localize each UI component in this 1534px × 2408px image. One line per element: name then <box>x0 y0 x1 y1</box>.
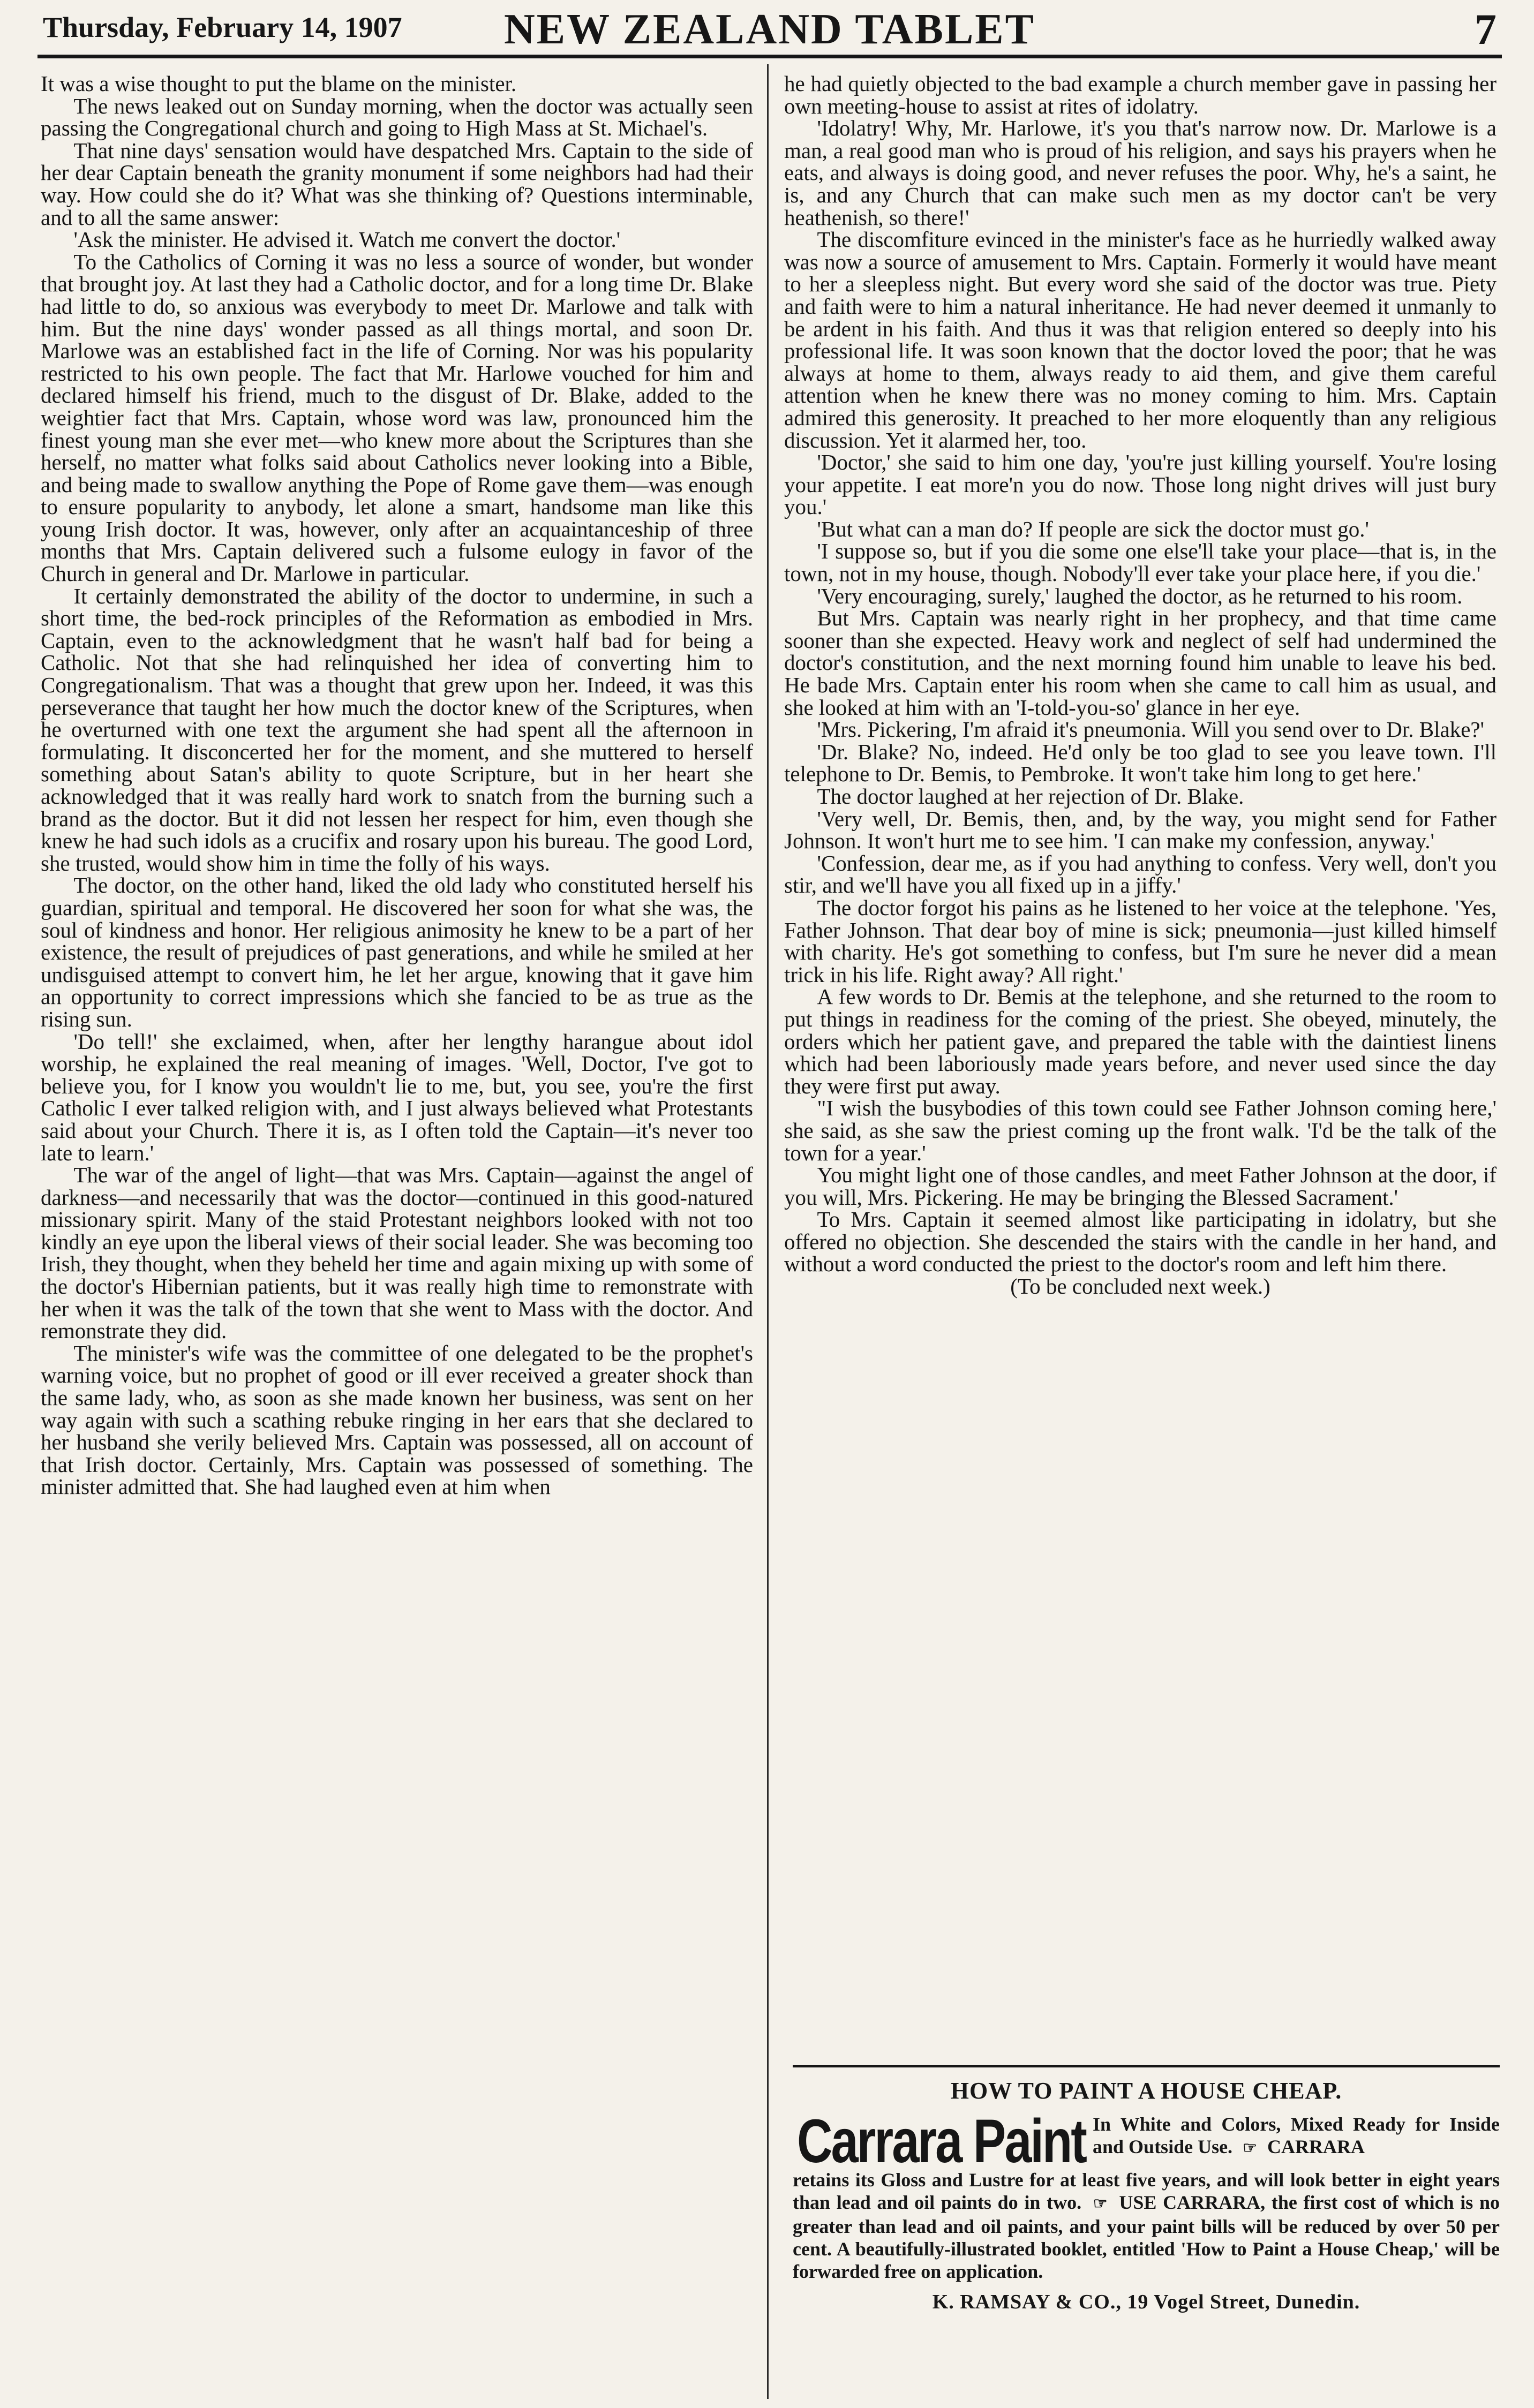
paint-advertisement <box>793 2065 1500 2398</box>
paragraph: 'Do tell!' she exclaimed, when, after her lengthy harangue about idol worship, he explained the real meaning of images. 'Well, Doctor, I've got to believe you, for I know you wouldn't lie to me, but, you see, you're the first Catholic I ever talked religion with, and I just always believed what Protestants said about your Church. There it is, as I often told the Captain—it's never too late to learn.' <box>41 1029 753 1165</box>
paragraph: 'Ask the minister. He advised it. Watch me convert the doctor.' <box>73 227 621 252</box>
paragraph: The doctor laughed at her rejection of Dr. Blake. <box>817 784 1244 809</box>
paragraph: he had quietly objected to the bad example a church member gave in passing her own meeting-house to assist at rites of idolatry. <box>784 71 1497 118</box>
paragraph: 'Idolatry! Why, Mr. Harlowe, it's you that's narrow now. Dr. Marlowe is a man, a real good man who is proud of his religion, and says his prayers when he eats, and always is doing good, and never refuses the poor. Why, he's a saint, he is, and any Church that can make such men as my doctor can't be very heathenish, so there!' <box>784 116 1497 230</box>
newspaper-title: NEW ZEALAND TABLET <box>503 6 1036 53</box>
left-column <box>41 73 753 1498</box>
paragraph: That nine days' sensation would have despatched Mrs. Captain to the side of her dear Captain beneath the granity monument if some neighbors had had their way. How could she do it? What was she thinking of? Questions interminable, and to all the same answer: <box>41 138 753 230</box>
paragraph: The news leaked out on Sunday morning, when the doctor was actually seen passing the Congregational church and going to High Mass at St. Michael's. <box>41 93 753 141</box>
ad-tagline: In White and Colors, Mixed Ready for Inside and Outside Use. <box>1093 2113 1500 2157</box>
right-column <box>784 73 1497 1298</box>
paragraph: It certainly demonstrated the ability of the doctor to undermine, in such a short time, the bed-rock principles of the Reformation as embodied in Mrs. Captain, even to the acknowledgment that he wasn't half bad for being a Catholic. Not that she had relinquished her idea of converting him to Congregationalism. That was a thought that grew upon her. Indeed, it was this perseverance that taught her how much the doctor knew of the Scriptures, when he overturned with one text the argument she had spent all the afternoon in formulating. It disconcerted her for the moment, and she muttered to herself something about Satan's ability to quote Scripture, but in her heart she acknowledged that it was really hard work to snatch from the burning such a brand as the doctor. But it did not lessen her respect for him, even though she knew he had such idols as a crucifix and rosary upon his bureau. The good Lord, she trusted, would show him in time the folly of his ways. <box>41 583 753 875</box>
ad-tagline-emphasis: CARRARA <box>1267 2136 1365 2157</box>
paragraph: 'But what can a man do? If people are sick the doctor must go.' <box>817 516 1369 541</box>
issue-date: Thursday, February 14, 1907 <box>43 11 402 43</box>
concluded-note: (To be concluded next week.) <box>1010 1274 1270 1299</box>
ad-body <box>793 2169 1500 2283</box>
paragraph: The minister's wife was the committee of one delegated to be the prophet's warning voice, but no prophet of good or ill ever received a greater shock than the same lady, who, as soon as she made known her business, was sent on her way again with such a scathing rebuke ringing in her ears that she declared to her husband she verily believed Mrs. Captain was possessed, all on account of that Irish doctor. Certainly, Mrs. Captain was possessed of something. The minister admitted that. She had laughed even at him when <box>41 1340 753 1499</box>
paragraph: 'Confession, dear me, as if you had anything to confess. Very well, don't you stir, and we'll have you all fixed up in a jiffy.' <box>784 850 1497 898</box>
paragraph: The doctor, on the other hand, liked the old lady who constituted herself his guardian, spiritual and temporal. He discovered her soon for what she was, the soul of kindness and honor. Her religious animosity he knew to be a part of her existence, the result of prejudices of past generations, and while he smiled at her undisguised attempt to convert him, he let her argue, knowing that it gave him an opportunity to correct impressions which she fancied to be as true as the rising sun. <box>41 873 753 1031</box>
column-divider <box>767 64 769 2399</box>
page-number: 7 <box>1475 5 1497 54</box>
paragraph: The doctor forgot his pains as he listened to her voice at the telephone. 'Yes, Father Johnson. That dear boy of mine is sick; pneumonia—just killed himself with charity. He's got something to confess, but I'm sure he never did a mean trick in his life. Right away? All right.' <box>784 895 1497 987</box>
paragraph: 'Very encouraging, surely,' laughed the doctor, as he returned to his room. <box>817 583 1463 608</box>
paragraph: 'Dr. Blake? No, indeed. He'd only be too glad to see you leave town. I'll telephone to Dr. Bemis, to Pembroke. It won't take him long to get here.' <box>784 739 1497 787</box>
pointing-hand-icon: ☞ <box>1093 2195 1108 2213</box>
ad-brand-row <box>793 2107 1500 2176</box>
paragraph: A few words to Dr. Bemis at the telephone, and she returned to the room to put things in readiness for the coming of the priest. She obeyed, minutely, the orders which her patient gave, and prepared the table with the daintiest linens which had been laboriously made years before, and never used since the day they were first put away. <box>784 984 1497 1098</box>
paragraph: To the Catholics of Corning it was no less a source of wonder, but wonder that brought joy. At last they had a Catholic doctor, and for a long time Dr. Blake had little to do, so anxious was everybody to meet Dr. Marlowe and talk with him. But the nine days' wonder passed as all things mortal, and soon Dr. Marlowe was an established fact in the life of Corning. Nor was his popularity restricted to his own people. The fact that Mr. Harlowe vouched for him and declared himself his friend, much to the disgust of Dr. Blake, added to the weightier fact that Mrs. Captain, whose word was law, pronounced him the finest young man she ever met—who knew more about the Scriptures than she herself, no matter what folks said about Catholics never looking into a Bible, and being made to swallow anything the Pope of Rome gave them—was enough to ensure popularity to anybody, let alone a smart, handsome man like this young Irish doctor. It was, however, only after an acquaintanceship of three months that Mrs. Captain delivered such a fulsome eulogy in favor of the Church in general and Dr. Marlowe in particular. <box>41 249 753 586</box>
pointing-hand-icon: ☞ <box>1243 2139 1257 2157</box>
ad-body-part-1: retains its Gloss and Lustre for at least five years, and will look better in eight years than lead and oil paints do in two. <box>793 2169 1500 2213</box>
masthead <box>37 7 1502 58</box>
paragraph: 'Mrs. Pickering, I'm afraid it's pneumonia. Will you send over to Dr. Blake?' <box>817 717 1485 742</box>
paragraph: It was a wise thought to put the blame on the minister. <box>41 71 517 96</box>
ad-tagline-block <box>1093 2113 1500 2160</box>
paragraph: The discomfiture evinced in the minister's face as he hurriedly walked away was now a source of amusement to Mrs. Captain. Formerly it would have meant to her a sleepless night. But every word she said of the doctor was true. Piety and faith were to him a natural inheritance. He had never deemed it unmanly to be ardent in his faith. And thus it was that religion entered so deeply into his professional life. It was soon known that the doctor loved the poor; that he was always at home to them, always ready to aid them, and give them careful attention when he knew there was no money coming to him. Mrs. Captain admired this generosity. It preached to her more eloquently than any religious discussion. Yet it alarmed her, too. <box>784 227 1497 452</box>
paragraph: 'Doctor,' she said to him one day, 'you're just killing yourself. You're losing your appetite. I eat more'n you do now. Those long night drives will just bury you.' <box>784 450 1497 519</box>
ad-body-emphasis: USE CARRARA, <box>1119 2192 1266 2213</box>
ad-body-part-2: the first cost of which is no greater than lead and oil paints, and your paint bills will be reduced by over 50 per cent. A beautifully-illustrated booklet, entitled 'How to Paint a House Cheap,' will be forwarded free on application. <box>793 2192 1500 2282</box>
paragraph: The war of the angel of light—that was Mrs. Captain—against the angel of darkness—and necessarily that was the doctor—continued in this good-natured missionary spirit. Many of the staid Protestant neighbors looked with not too kindly an eye upon the liberal views of their social leader. She was becoming too Irish, they thought, when they beheld her time and again mixing up with some of the doctor's Hibernian patients, but it was really high time to remonstrate with her when it was the talk of the town that she went to Mass with the doctor. And remonstrate they did. <box>41 1163 753 1343</box>
paragraph: But Mrs. Captain was nearly right in her prophecy, and that time came sooner than she expected. Heavy work and neglect of self had undermined the doctor's constitution, and the next morning found him unable to leave his bed. He bade Mrs. Captain enter his room when she came to call him as usual, and she looked at him with an 'I-told-you-so' glance in her eye. <box>784 606 1497 720</box>
ad-footer: K. RAMSAY & CO., 19 Vogel Street, Dunedin. <box>932 2291 1360 2313</box>
paragraph: "I wish the busybodies of this town could see Father Johnson coming here,' she said, as she saw the priest coming up the front walk. 'I'd be the talk of the town for a year.' <box>784 1096 1497 1165</box>
paragraph: To Mrs. Captain it seemed almost like participating in idolatry, but she offered no objection. She descended the stairs with the candle in her hand, and without a word conducted the priest to the doctor's room and left him there. <box>784 1207 1497 1277</box>
paragraph: 'Very well, Dr. Bemis, then, and, by the way, you might send for Father Johnson. It won't hurt me to see him. 'I can make my confession, anyway.' <box>784 806 1497 854</box>
ad-brand: Carrara Paint <box>797 2107 1086 2176</box>
ad-heading: HOW TO PAINT A HOUSE CHEAP. <box>950 2078 1342 2104</box>
paragraph: You might light one of those candles, and meet Father Johnson at the door, if you will, Mrs. Pickering. He may be bringing the Blessed Sacrament.' <box>784 1163 1497 1210</box>
paragraph: 'I suppose so, but if you die some one else'll take your place—that is, in the town, not in my house, though. Nobody'll ever take your place here, if you die.' <box>784 539 1497 586</box>
